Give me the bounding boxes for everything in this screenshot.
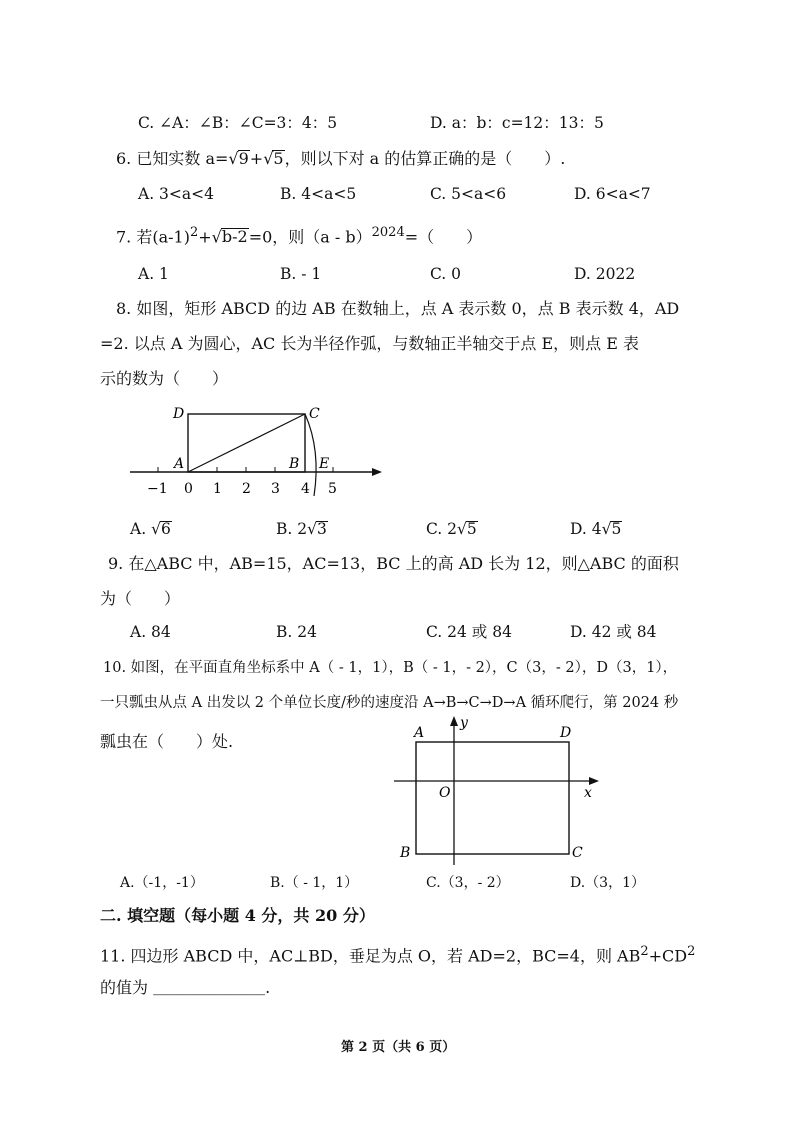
label-a: A [174,456,185,472]
q7-exponent-1: 2 [189,225,199,240]
q7-radicand: b-2 [221,227,248,247]
q5-option-c: C. ∠A：∠B：∠C=3：4：5 [138,114,338,132]
q7-option-d: D. 2022 [574,265,636,283]
q6-stem [116,150,565,167]
page-footer: 第 2 页（共 6 页） [341,1040,456,1055]
q8-line-2: =2. 以点 A 为圆心，AC 长为半径作弧，与数轴正半轴交于点 E，则点 E 表 [100,334,639,353]
q7-option-c: C. 0 [430,265,462,283]
q6-option-d: D. 6<a<7 [574,185,651,203]
q9-option-c: C. 24 或 84 [426,623,512,641]
tick-label: 0 [184,481,193,497]
q7-plus: + [198,227,212,247]
q10-coordinate-figure [388,715,603,870]
q6-stem-post: ，则以下对 a 的估算正确的是（ ）. [284,149,566,168]
q6-option-b: B. 4<a<5 [280,185,357,203]
tick-label: 2 [242,481,251,497]
label-x: x [584,785,592,801]
label-d: D [173,406,185,422]
label-e: E [319,456,330,472]
label-y: y [460,715,468,731]
q8-option-d-radicand: 5 [611,520,622,538]
q6-option-a: A. 3<a<4 [138,185,214,203]
q11-exponent-a: 2 [640,944,649,959]
label-b: B [289,456,300,472]
q8-option-c-prefix: C. 2 [426,520,458,538]
section-2-heading: 二. 填空题（每小题 4 分，共 20 分） [100,906,375,925]
label-a: A [414,725,425,741]
radical-sign-icon: √ [457,520,467,538]
label-o: O [439,785,451,801]
q11-plus-cd: +CD [648,946,688,966]
q7-exponent-2: 2024 [371,225,405,240]
q8-option-a-prefix: A. [130,520,147,538]
q8-option-d [570,521,622,538]
q8-option-b [276,521,328,538]
q6-option-c: C. 5<a<6 [430,185,507,203]
q11-line-1-text: 11. 四边形 ABCD 中，AC⊥BD，垂足为点 O，若 AD=2，BC=4，则 AB [100,946,641,966]
q7-stem-post: =（ ） [404,227,483,247]
q9-option-d: D. 42 或 84 [570,623,657,641]
q8-number-line-figure [125,400,390,500]
q11-line-2: 的值为 ＿＿＿＿＿＿＿. [100,978,271,997]
q10-option-b: B.（ - 1，1） [270,875,359,891]
q5-option-d: D. a：b：c=12：13：5 [430,114,604,132]
tick-label: 1 [213,481,222,497]
q6-radicand-1: 9 [238,149,249,168]
q6-plus: + [249,149,264,168]
q11-exponent-b: 2 [687,944,696,959]
q10-line-3: 瓢虫在（ ）处. [100,732,234,751]
q8-option-a-radicand: 6 [160,520,171,538]
q8-option-b-radicand: 3 [317,520,327,538]
axis-arrow-icon [372,468,382,476]
q10-option-c: C.（3，- 2） [426,875,510,891]
q8-option-d-prefix: D. 4 [570,520,602,538]
label-c: C [572,845,583,861]
radical-sign-icon: √ [601,520,612,538]
label-c: C [309,406,320,422]
q7-stem-pre: 7. 若 [116,227,153,247]
q9-line-1: 9. 在△ABC 中，AB=15，AC=13，BC 上的高 AD 长为 12，则△ABC 的面积 [108,554,679,573]
q7-option-b: B. - 1 [280,265,322,283]
q6-radicand-2: 5 [273,149,284,168]
x-axis-arrow-icon [589,777,599,785]
q8-option-c-radicand: 5 [466,520,477,538]
tick-label: 4 [301,481,310,497]
q8-option-c [426,521,478,538]
q9-option-a: A. 84 [130,623,171,641]
q7-expr-1: (a-1) [152,227,190,247]
q11-line-1 [100,945,695,964]
radical-sign-icon: √ [211,227,222,247]
q10-option-d: D.（3，1） [570,875,645,891]
q8-line-1: 8. 如图，矩形 ABCD 的边 AB 在数轴上，点 A 表示数 0，点 B 表示数 4，AD [116,299,680,318]
q6-stem-pre: 6. 已知实数 a= [116,149,229,168]
q7-option-a: A. 1 [138,265,169,283]
y-axis-arrow-icon [450,716,458,726]
q8-option-b-prefix: B. 2 [276,520,308,538]
tick-label: −1 [147,481,168,497]
radical-sign-icon: √ [151,520,161,538]
q10-option-a: A.（-1，-1） [120,875,204,891]
q9-line-2: 为（ ） [100,589,181,608]
label-b: B [400,845,411,861]
radical-sign-icon: √ [263,149,274,168]
tick-label: 3 [271,481,280,497]
tick-label: 5 [328,481,337,497]
diagonal-ac [188,414,305,472]
q10-line-1: 10. 如图，在平面直角坐标系中 A（ - 1，1），B（ - 1，- 2），C（3，- 2），D（3，1）， [103,660,678,676]
label-d: D [560,725,572,741]
q9-option-b: B. 24 [276,623,317,641]
q7-expr-2: =0，则（a - b） [248,227,372,247]
q8-line-3: 示的数为（ ） [100,369,229,388]
q7-stem [116,226,482,245]
radical-sign-icon: √ [228,149,239,168]
radical-sign-icon: √ [307,520,317,538]
q10-line-2: 一只瓢虫从点 A 出发以 2 个单位长度/秒的速度沿 A→B→C→D→A 循环爬行，第 2024 秒 [100,695,679,711]
q8-option-a [130,521,172,538]
